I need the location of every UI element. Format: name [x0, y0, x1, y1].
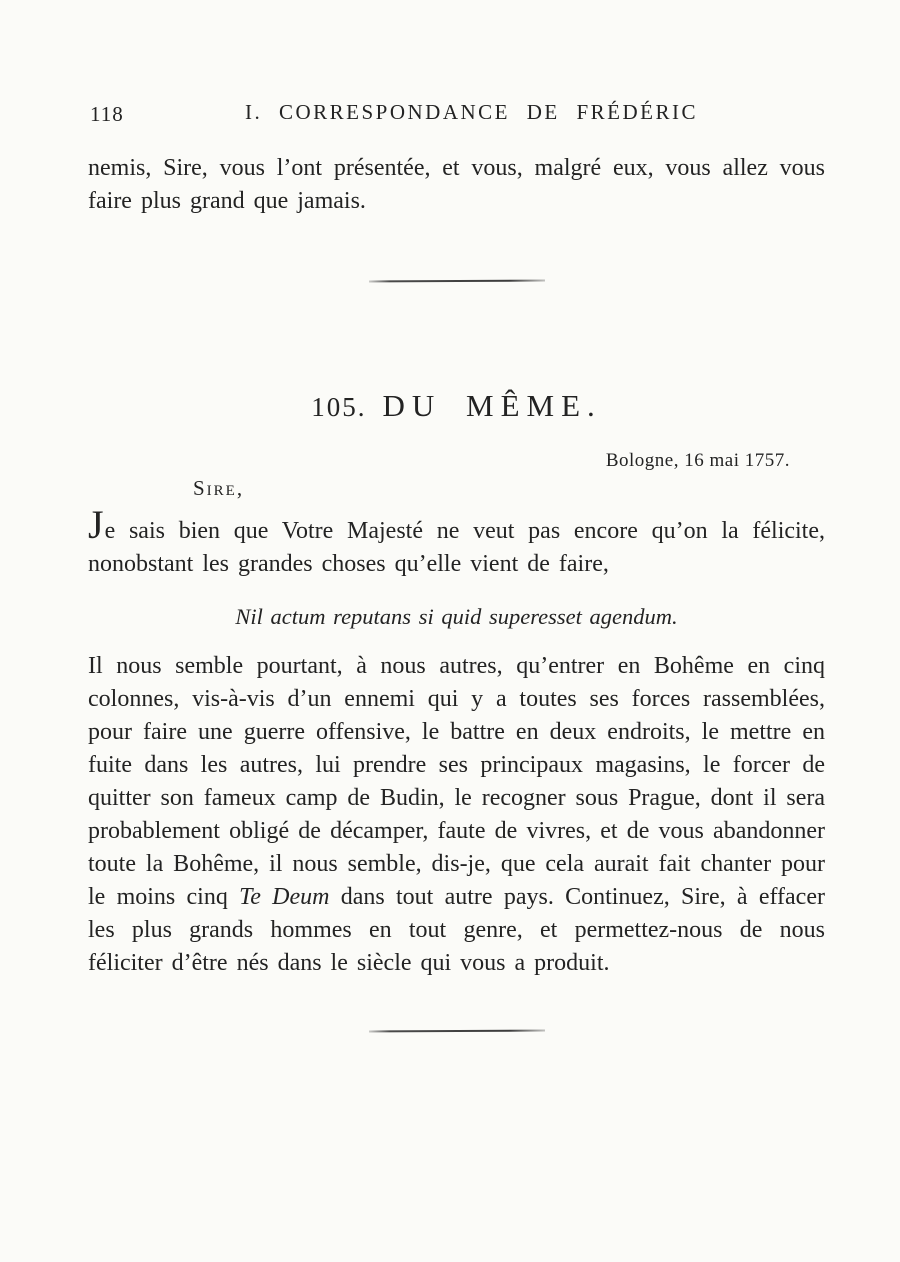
letter-title: DU MÊME. [382, 388, 602, 423]
page-number: 118 [90, 102, 124, 126]
opening-text: e sais bien que Votre Majesté ne veut pas encore qu’on la félicite, nonobstant les grandes choses qu’elle vient de faire, [88, 518, 825, 577]
letter-heading [88, 388, 825, 424]
previous-letter-continuation: nemis, Sire, vous l’ont présentée, et vous, malgré eux, vous allez vous faire plus grand que jamais. [88, 155, 825, 214]
letter-body-paragraph [88, 650, 825, 980]
body-text-before: Il nous semble pourtant, à nous autres, qu’entrer en Bohême en cinq colonnes, vis-à-vis d’un ennemi qui y a toutes ses forces rassemblées, pour faire une guerre offensive, le battre en deux endroits, le mettre en fuite dans les autres, lui prendre ses principaux magasins, le forcer de quitter son fameux camp de Budin, le recogner sous Prague, dont il sera probablement obligé de décamper, faute de vivres, et de vous abandonner toute la Bohême, il nous semble, dis-je, que cela aurait fait chanter pour le moins cinq [88, 653, 825, 910]
running-header [88, 100, 825, 130]
letter-number: 105. [311, 392, 367, 422]
body-text-after: dans tout autre pays. Continuez, Sire, à effacer les plus grands hommes en tout genre, et permettez-nous de nous féliciter d’être nés dans le siècle qui vous a produit. [88, 884, 825, 976]
letter-opening-paragraph [88, 502, 825, 581]
body-text-italic: Te Deum [239, 884, 330, 910]
opening-initial: J [88, 502, 105, 547]
text-column [88, 100, 825, 1032]
salutation: Sire, [193, 476, 245, 500]
section-divider-bottom [368, 1030, 544, 1033]
running-title: I. CORRESPONDANCE DE FRÉDÉRIC [244, 100, 699, 124]
latin-epigraph: Nil actum reputans si quid superesset agendum. [235, 604, 678, 629]
section-divider-top [368, 280, 544, 283]
dateline: Bologne, 16 mai 1757. [605, 450, 790, 471]
